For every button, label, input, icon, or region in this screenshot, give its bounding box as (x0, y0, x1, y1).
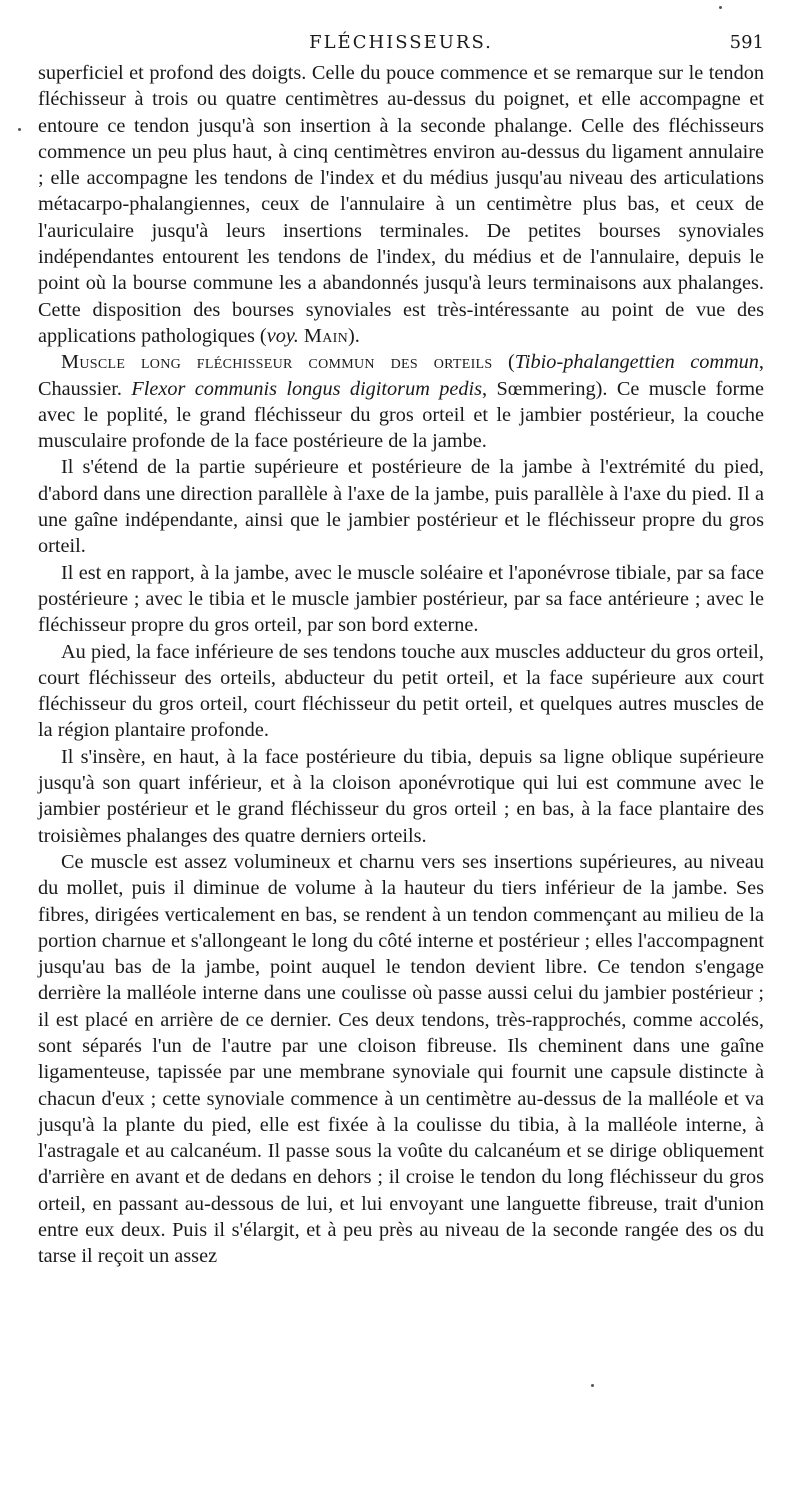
paragraph: Ce muscle est assez volumineux et charnu vers ses insertions supérieures, au niveau du mollet, puis il diminue de volume à la hauteur du tiers inférieur de la jambe. Ses fibres, dirigées verticalement en bas, se rendent à un tendon commençant au milieu de la portion charnue et s'allongeant le long du côté interne et postérieur ; elles l'accompagnent jusqu'au bas de la jambe, point auquel le tendon devient libre. Ce tendon s'engage derrière la malléole interne dans une coulisse où passe aussi celui du jambier postérieur ; il est placé en arrière de ce dernier. Ces deux tendons, très-rapprochés, comme accolés, sont séparés l'un de l'autre par une cloison fibreuse. Ils cheminent dans une gaîne ligamenteuse, tapissée par une membrane synoviale qui fournit une capsule distincte à chacun d'eux ; cette synoviale commence à un centimètre au-dessus de la malléole et va jusqu'à la plante du pied, elle est fixée à la coulisse du tibia, à la malléole interne, à l'astragale et au calcanéum. Il passe sous la voûte du calcanéum et se dirige obliquement d'arrière en avant et de dedans en dehors ; il croise le tendon du long fléchisseur du gros orteil, en passant au-dessous de lui, et lui envoyant une languette fibreuse, trait d'union entre eux deux. Puis il s'élargit, et à peu près au niveau de la seconde rangée des os du tarse il reçoit un assez (38, 850, 764, 1268)
synonym-chaussier: Tibio-phalangettien commun (514, 351, 759, 374)
paragraph-text-end: ). (348, 324, 360, 347)
paragraph-text: superficiel et profond des doigts. Celle du pouce commence et se remarque sur le tendon fléchisseur à trois ou quatre centimètres au-dessus du poignet, et elle accompagne et entoure ce tendon jusqu'à son insertion à la seconde phalange. Celle des fléchisseurs commence un peu plus haut, à cinq centimètres environ au-dessus du ligament annulaire ; elle accompagne les tendons de l'index et du médius jusqu'au niveau des articulations métacarpo-phalangiennes, ceux de l'annulaire à un centimètre plus bas, et ceux de l'auriculaire jusqu'à leurs insertions terminales. De petites bourses synoviales indépendantes entourent les tendons de l'index, du médius et de l'annulaire, depuis le point où la bourse commune les a abandonnés jusqu'à leurs terminaisons aux phalanges. Cette disposition des bourses synoviales est très-intéressante au point de vue des applications pathologiques ( (38, 62, 764, 347)
paragraph: Il s'étend de la partie supérieure et postérieure de la jambe à l'extrémité du pied, d'abord dans une direction parallèle à l'axe de la jambe, puis parallèle à l'axe du pied. Il a une gaîne indépendante, ainsi que le jambier postérieur et le fléchisseur propre du gros orteil. (38, 456, 764, 558)
synonym-separator: , Chaussier. (38, 351, 764, 400)
section-heading: Muscle long fléchisseur commun des orteils (61, 351, 493, 374)
paragraph-text: , Sœmmering). Ce muscle forme avec le poplité, le grand fléchisseur du gros orteil et le jambier postérieur, la couche musculaire profonde de la face postérieure de la jambe. (38, 377, 764, 453)
synonym-soemmering: Flexor communis longus digitorum pedis (131, 377, 483, 400)
cross-reference-main: Main (303, 324, 348, 347)
section-paragraph: Muscle long fléchisseur commun des orteils (Tibio-phalangettien commun, Chaussier. Flexor communis longus digitorum pedis, Sœmmering). Ce muscle forme avec le poplité, le grand fléchisseur du gros orteil et le jambier postérieur, la couche musculaire profonde de la face postérieure de la jambe. (38, 351, 764, 453)
paragraph: Il s'insère, en haut, à la face postérieure du tibia, depuis sa ligne oblique supérieure jusqu'à son quart inférieur, et à la cloison aponévrotique qui lui est commune avec le jambier postérieur et le grand fléchisseur du gros orteil ; en bas, à la face plantaire des troisièmes phalanges des quatre derniers orteils. (38, 745, 764, 847)
scan-speck (719, 6, 722, 9)
paragraph-continued (38, 60, 764, 349)
body-text (38, 60, 764, 1270)
paragraph: Au pied, la face inférieure de ses tendons touche aux muscles adducteur du gros orteil, court fléchisseur des orteils, abducteur du petit orteil, et la face supérieure aux court fléchisseur du gros orteil, court fléchisseur du petit orteil, et quelques autres muscles de la région plantaire profonde. (38, 640, 764, 742)
running-head (38, 30, 764, 60)
running-title: FLÉCHISSEURS. (309, 32, 493, 53)
page-number: 591 (729, 32, 764, 53)
cross-reference-voy: voy. (266, 324, 299, 347)
book-page (38, 30, 764, 1270)
scan-speck (591, 1384, 594, 1387)
scan-speck (18, 128, 21, 131)
paragraph: Il est en rapport, à la jambe, avec le muscle soléaire et l'aponévrose tibiale, par sa face postérieure ; avec le tibia et le muscle jambier postérieur, par sa face antérieure ; avec le fléchisseur propre du gros orteil, par son bord externe. (38, 561, 764, 637)
